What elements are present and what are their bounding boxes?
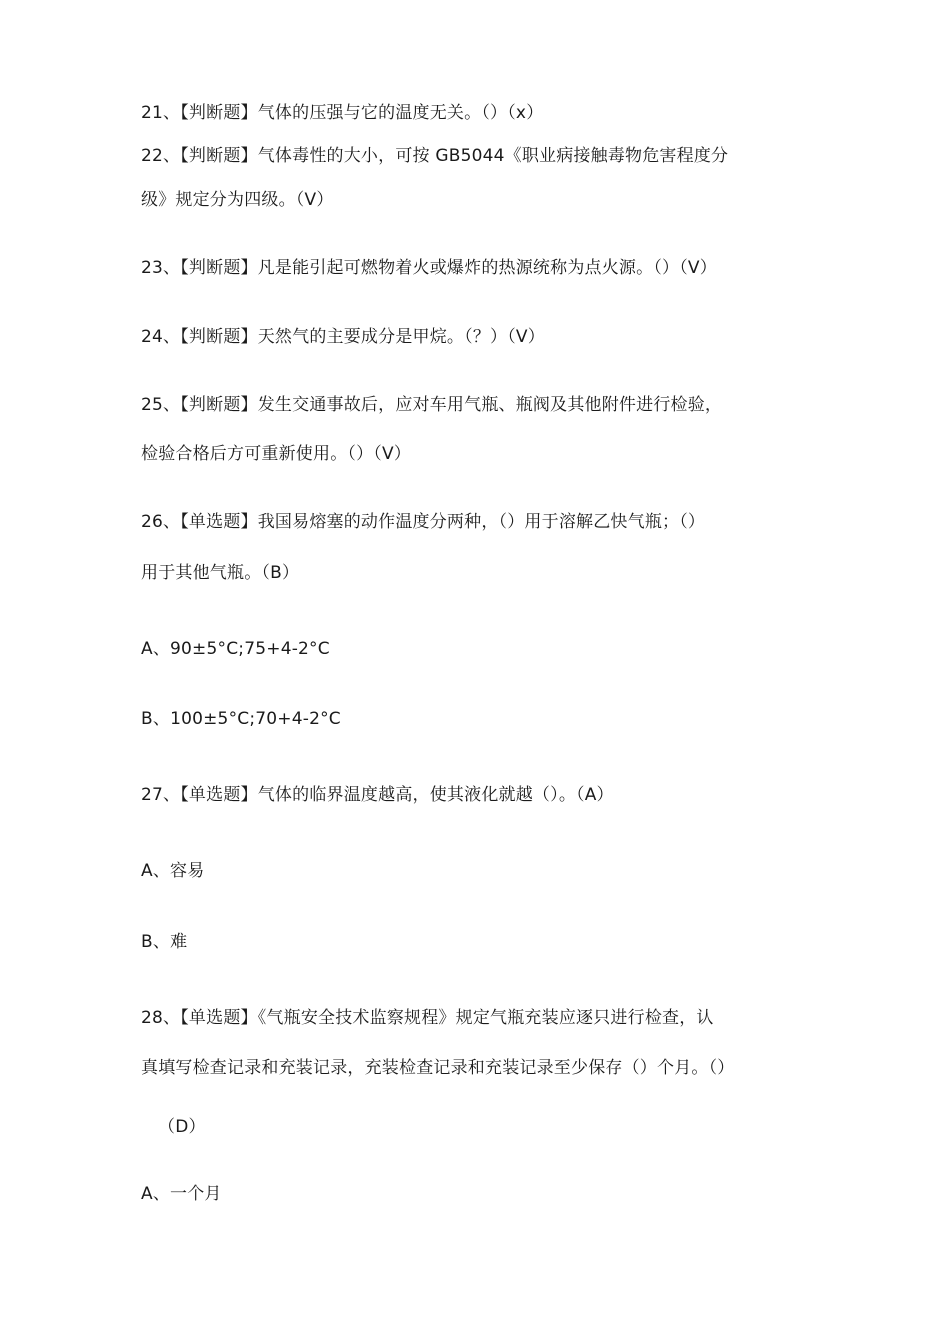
question-27: 27、【单选题】气体的临界温度越高，使其液化就越（）。（A） (141, 785, 614, 805)
question-28-answer: （D） (158, 1117, 206, 1137)
question-25-line-1: 25、【判断题】发生交通事故后，应对车用气瓶、瓶阀及其他附件进行检验， (141, 395, 723, 415)
question-26-option-b: B、100±5°C;70+4-2°C (141, 709, 341, 729)
question-21: 21、【判断题】气体的压强与它的温度无关。（）（x） (141, 103, 544, 123)
question-26-line-2: 用于其他气瓶。（B） (141, 563, 300, 583)
question-23: 23、【判断题】凡是能引起可燃物着火或爆炸的热源统称为点火源。（）（V） (141, 258, 717, 278)
question-26-line-1: 26、【单选题】我国易熔塞的动作温度分两种，（）用于溶解乙快气瓶；（） (141, 512, 706, 532)
question-25-line-2: 检验合格后方可重新使用。（）（V） (141, 444, 412, 464)
question-22-line-2: 级》规定分为四级。（V） (141, 190, 334, 210)
question-27-option-a: A、容易 (141, 861, 205, 881)
question-24: 24、【判断题】天然气的主要成分是甲烷。（？）（V） (141, 327, 545, 347)
question-26-option-a: A、90±5°C;75+4-2°C (141, 639, 330, 659)
question-22-line-1: 22、【判断题】气体毒性的大小，可按 GB5044《职业病接触毒物危害程度分 (141, 146, 729, 166)
question-27-option-b: B、难 (141, 932, 188, 952)
question-28-line-1: 28、【单选题】《气瓶安全技术监察规程》规定气瓶充装应逐只进行检查，认 (141, 1008, 714, 1028)
question-28-line-2: 真填写检查记录和充装记录，充装检查记录和充装记录至少保存（）个月。（） (141, 1058, 735, 1078)
question-28-option-a: A、一个月 (141, 1184, 222, 1204)
